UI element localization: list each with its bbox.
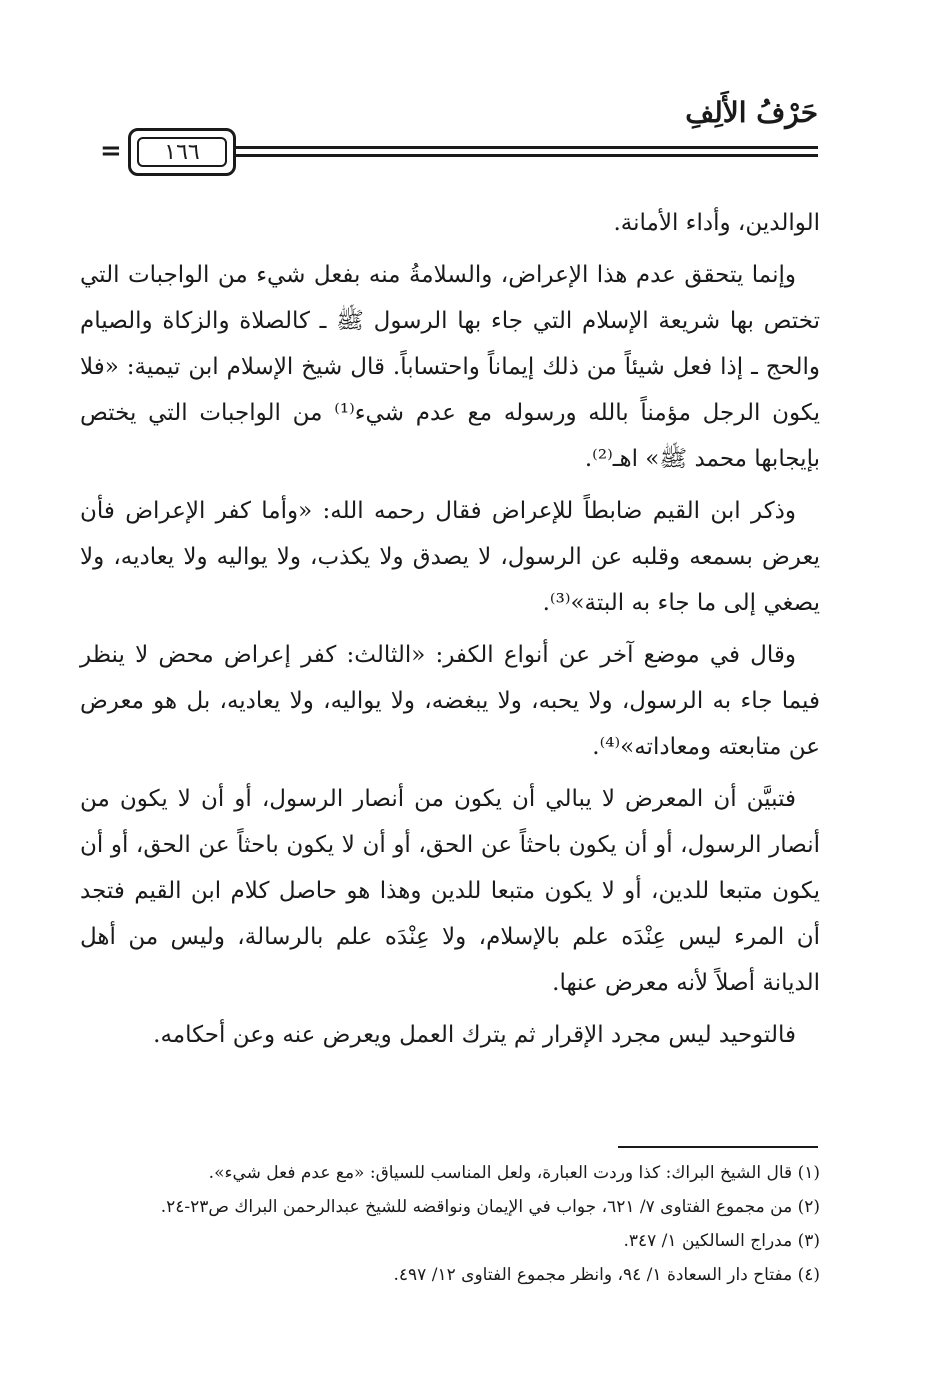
header-rule-top bbox=[148, 146, 818, 149]
page-number-frame bbox=[128, 128, 236, 176]
paragraph: وقال في موضع آخر عن أنواع الكفر: «الثالث: كفر إعراض محض لا ينظر فيما جاء به الرسول، ولا يحبه، ولا يبغضه، ولا يواليه، ولا يعاديه، بل هو معرض عن متابعته ومعاداته»⁽⁴⁾. bbox=[80, 642, 820, 760]
footnote-separator bbox=[618, 1146, 818, 1148]
paragraph: وذكر ابن القيم ضابطاً للإعراض فقال رحمه الله: «وأما كفر الإعراض فأن يعرض بسمعه وقلبه عن الرسول، لا يصدق ولا يكذب، ولا يواليه ولا يعاديه، ولا يصغي إلى ما جاء به البتة»⁽³⁾. bbox=[80, 498, 820, 616]
footnote: (٤) مفتاح دار السعادة ١/ ٩٤، وانظر مجموع الفتاوى ١٢/ ٤٩٧. bbox=[393, 1265, 820, 1285]
footnote: (٣) مدراج السالكين ١/ ٣٤٧. bbox=[623, 1231, 820, 1251]
paragraph: فتبيَّن أن المعرض لا يبالي أن يكون من أنصار الرسول، أو أن لا يكون من أنصار الرسول، أو أن يكون باحثاً عن الحق، أو أن لا يكون باحثاً عن الحق، أو أن يكون متبعا للدين، أو لا يكون متبعا للدين وهذا هو حاصل كلام ابن القيم فتجد أن المرء ليس عِنْدَه علم بالإسلام، ولا عِنْدَه علم بالرسالة، وليس من أهل الديانة أصلاً لأنه معرض عنها. bbox=[80, 786, 820, 996]
body-text bbox=[80, 200, 820, 1064]
footnotes bbox=[80, 1156, 820, 1292]
header-rule-bottom bbox=[148, 154, 818, 157]
running-title: حَرْفُ الأَلِفِ bbox=[685, 96, 818, 129]
paragraph: وإنما يتحقق عدم هذا الإعراض، والسلامةُ منه بفعل شيء من الواجبات التي تختص بها شريعة الإسلام التي جاء بها الرسول ﷺ ـ كالصلاة والزكاة والصيام والحج ـ إذا فعل شيئاً من ذلك إيماناً واحتساباً. قال شيخ الإسلام ابن تيمية: «فلا يكون الرجل مؤمناً بالله ورسوله مع عدم شيء⁽¹⁾ من الواجبات التي يختص بإيجابها محمد ﷺ» اهـ⁽²⁾. bbox=[80, 262, 820, 472]
paragraph: الوالدين، وأداء الأمانة. bbox=[613, 210, 820, 236]
page-number: ١٦٦ bbox=[137, 137, 227, 167]
header-end-mark: = bbox=[100, 136, 122, 166]
footnote: (٢) من مجموع الفتاوى ٧/ ٦٢١، جواب في الإيمان ونواقضه للشيخ عبدالرحمن البراك ص٢٣-٢٤. bbox=[160, 1197, 820, 1217]
paragraph: فالتوحيد ليس مجرد الإقرار ثم يترك العمل ويعرض عنه وعن أحكامه. bbox=[153, 1022, 796, 1048]
footnote: (١) قال الشيخ البراك: كذا وردت العبارة، ولعل المناسب للسياق: «مع عدم فعل شيء». bbox=[208, 1163, 820, 1183]
